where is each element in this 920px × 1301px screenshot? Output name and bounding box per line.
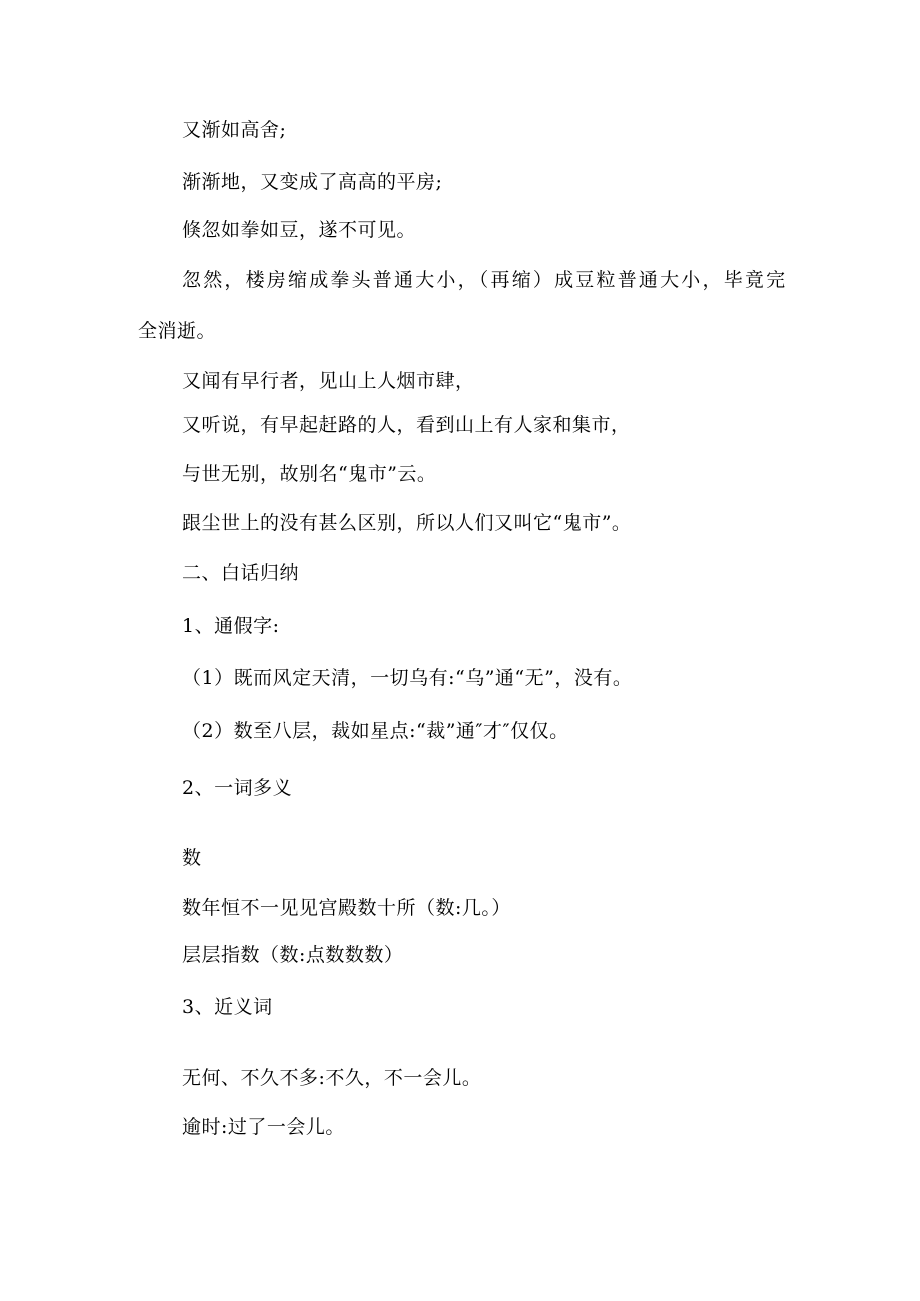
text-line: 忽然，楼房缩成拳头普通大小，（再缩）成豆粒普通大小，毕竟完 (182, 269, 788, 291)
text-line: 无何、不久不多:不久，不一会儿。 (182, 1067, 482, 1089)
text-line: 全消逝。 (138, 320, 217, 342)
text-line: 又闻有早行者，见山上人烟市肆， (182, 370, 475, 392)
text-line: 与世无别，故别名“鬼市”云。 (182, 463, 437, 485)
text-line: 逾时:过了一会儿。 (182, 1116, 345, 1138)
text-line: 又听说，有早起赶路的人，看到山上有人家和集市， (182, 414, 631, 436)
text-line: 层层指数（数:点数数数） (182, 944, 404, 966)
text-line: 数年恒不一见见宫殿数十所（数:几。） (182, 897, 511, 919)
subsection-heading: 2、一词多义 (182, 777, 293, 799)
text-line: 又渐如高舍; (182, 119, 287, 141)
text-line: 渐渐地，又变成了高高的平房; (182, 171, 443, 193)
text-line: （1）既而风定天清，一切乌有:“乌”通“无”，没有。 (182, 667, 633, 689)
text-line: 倏忽如拳如豆，遂不可见。 (182, 219, 417, 241)
text-line: 跟尘世上的没有甚么区别，所以人们又叫它“鬼市”。 (182, 512, 632, 534)
section-heading: 二、白话归纳 (182, 562, 300, 584)
subsection-heading: 1、通假字: (182, 615, 280, 637)
subsection-heading: 3、近义词 (182, 996, 273, 1018)
text-line: （2）数至八层，裁如星点:“裁”通″才″仅仅。 (182, 720, 569, 742)
text-line: 数 (182, 847, 202, 869)
